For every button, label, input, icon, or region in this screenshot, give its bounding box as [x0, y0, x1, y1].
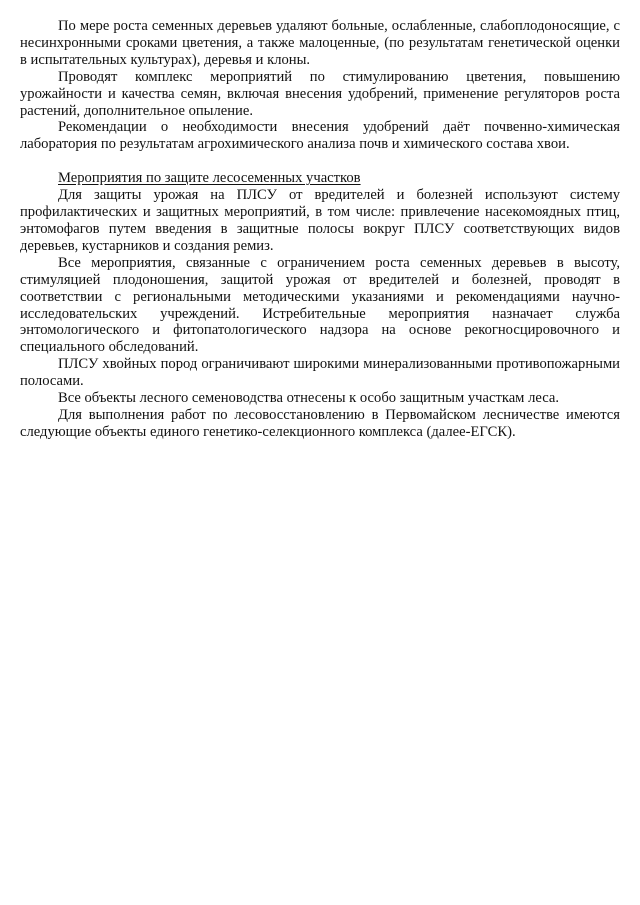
paragraph-growth-limitation-measures: Все мероприятия, связанные с ограничением роста семенных деревьев в высоту, стимуляцией плодоношения, защитой урожая от вредителей и болезней, проводят в соответствии с региональными методическими указаниями и рекомендациями научно-исследовательских учреждений. Истребительные мероприятия назначает служба энтомологического и фитопатологического надзора на основе рекогносцировочного и специального обследований. — [20, 254, 620, 356]
document-page — [20, 18, 620, 441]
paragraph-harvest-protection: Для защиты урожая на ПЛСУ от вредителей и болезней используют систему профилактических и защитных мероприятий, в том числе: привлечение насекомоядных птиц, энтомофагов путем введения в защитные полосы вокруг ПЛСУ соответствующих видов деревьев, кустарников и создания ремиз. — [20, 187, 620, 254]
paragraph-flowering-stimulation: Проводят комплекс мероприятий по стимулированию цветения, повышению урожайности и качества семян, включая внесения удобрений, применение регуляторов роста растений, дополнительное опыление. — [20, 68, 620, 119]
paragraph-fire-breaks: ПЛСУ хвойных пород ограничивают широкими минерализованными противопожарными полосами. — [20, 356, 620, 390]
paragraph-spacer — [20, 153, 620, 170]
paragraph-seed-tree-thinning: По мере роста семенных деревьев удаляют больные, ослабленные, слабоплодоносящие, с несинхронными сроками цветения, а также малоценные, (по результатам генетической оценки в испытательных культурах), деревья и клоны. — [20, 18, 620, 68]
paragraph-egsk-objects: Для выполнения работ по лесовосстановлению в Первомайском лесничестве имеются следующие объекты единого генетико-селекционного комплекса (далее-ЕГСК). — [20, 406, 620, 440]
section-heading: Мероприятия по защите лесосеменных участков — [58, 170, 361, 187]
paragraph-fertilizer-recommendations: Рекомендации о необходимости внесения удобрений даёт почвенно-химическая лаборатория по результатам агрохимического анализа почв и химического состава хвои. — [20, 119, 620, 153]
paragraph-protected-areas: Все объекты лесного семеноводства отнесены к особо защитным участкам леса. — [58, 390, 559, 407]
